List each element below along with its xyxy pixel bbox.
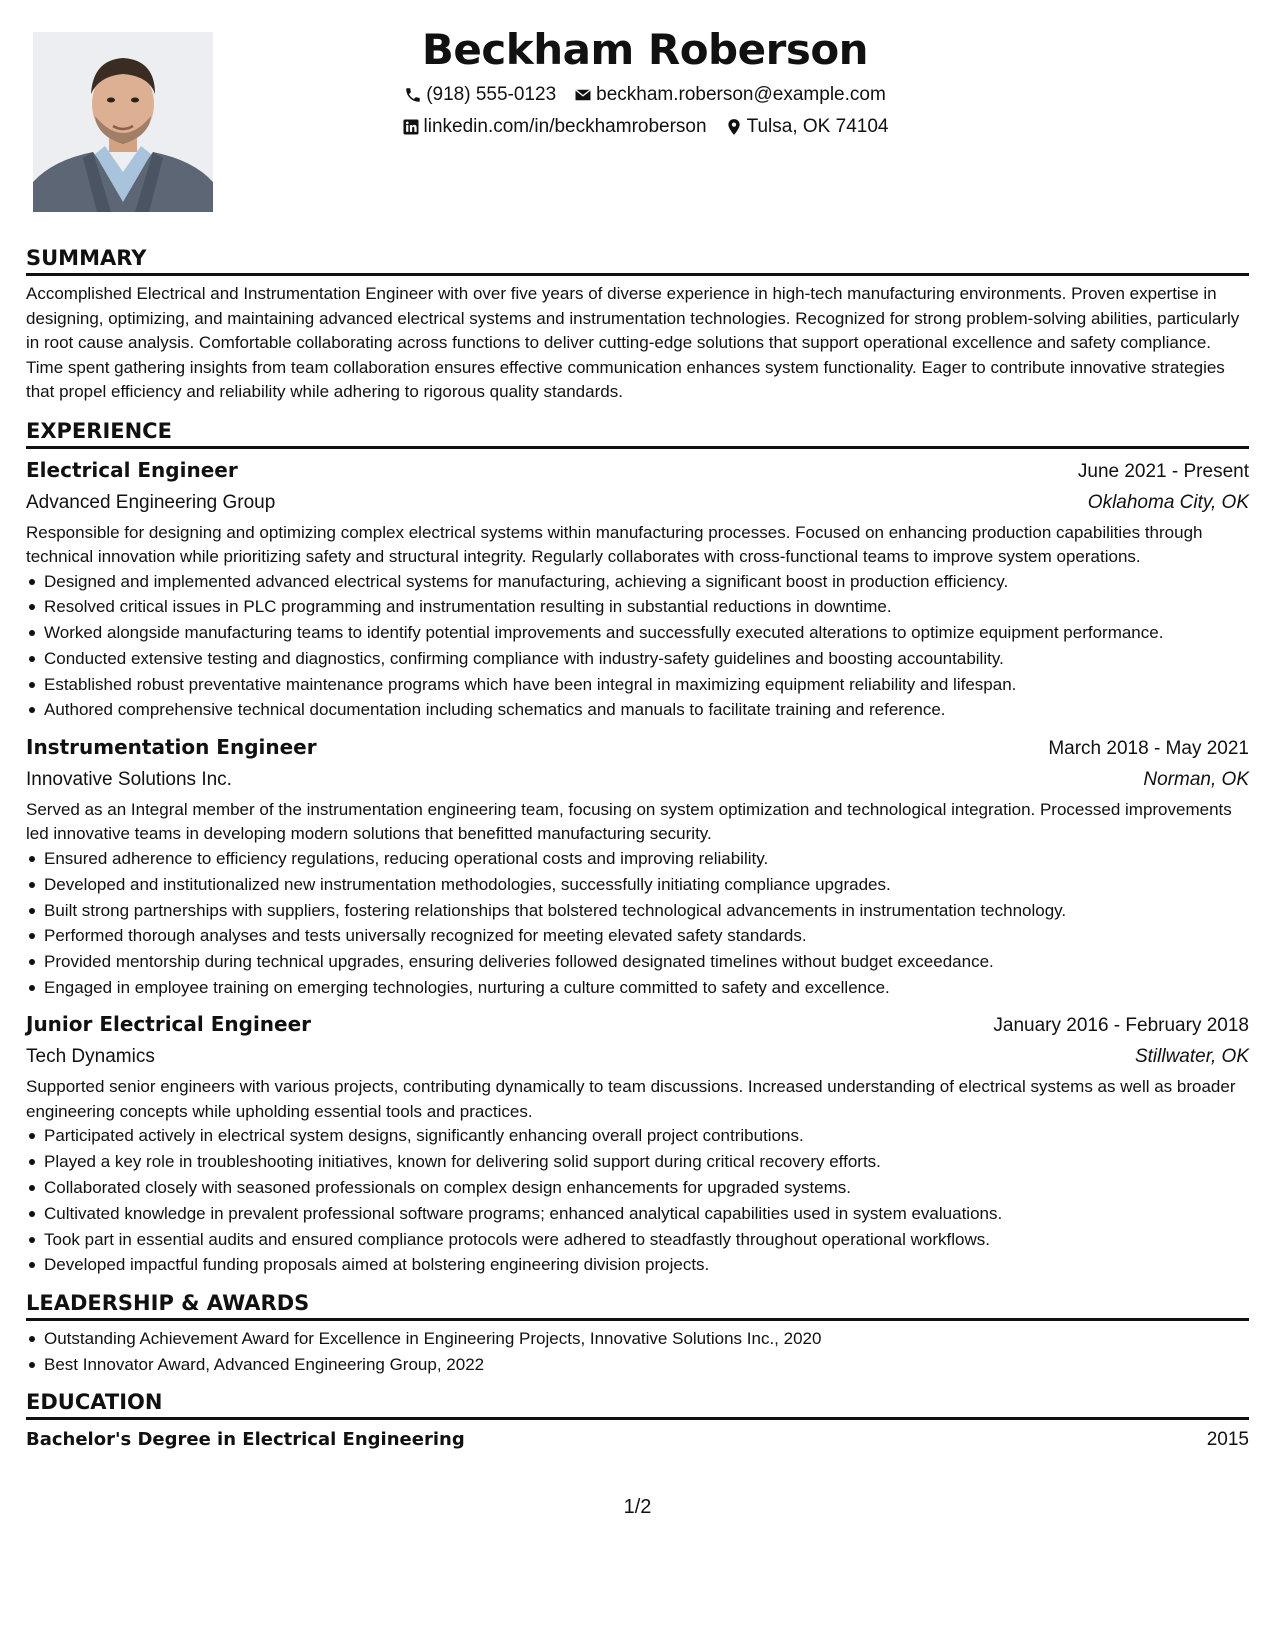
job-header [26, 732, 1249, 764]
job-header [26, 455, 1249, 487]
job-description: Responsible for designing and optimizing complex electrical systems within manufacturing processes. Focused on enhancing production capabilities through technical innovation while prioritizing safety and structural integrity. Regularly collaborates with cross-functional teams to improve system operations. [26, 522, 1203, 566]
education-entry [26, 1426, 1249, 1454]
list-item: Engaged in employee training on emerging technologies, nurturing a culture committed to safety and excellence. [26, 976, 1249, 1000]
email-contact[interactable] [574, 80, 886, 110]
email-text: beckham.roberson@example.com [596, 84, 886, 105]
education-year: 2015 [1206, 1429, 1249, 1451]
job-company: Tech Dynamics [26, 1046, 155, 1068]
job-title: Instrumentation Engineer [26, 734, 317, 759]
summary-heading: SUMMARY [26, 244, 1249, 276]
job-location: Norman, OK [1143, 768, 1249, 790]
job-bullets [26, 570, 1249, 722]
job-title: Junior Electrical Engineer [26, 1012, 312, 1037]
job-bullets [26, 847, 1249, 999]
list-item: Played a key role in troubleshooting initiatives, known for delivering solid support during critical recovery efforts. [26, 1150, 1249, 1174]
list-item: Best Innovator Award, Advanced Engineering Group, 2022 [26, 1353, 1249, 1377]
job-date: June 2021 - Present [1077, 460, 1249, 482]
linkedin-contact[interactable] [402, 112, 707, 142]
list-item: Performed thorough analyses and tests universally recognized for meeting elevated safety standards. [26, 924, 1249, 948]
job-bullets [26, 1124, 1249, 1276]
contact-line-primary [250, 80, 1040, 110]
summary-text: Accomplished Electrical and Instrumentation Engineer with over five years of diverse experience in high-tech manufacturing environments. Proven expertise in designing, optimizing, and maintaining advanced electrical systems and instrumentation technologies. Recognized for strong problem-solving abilities, particularly in root cause analysis. Comfortable collaborating across functions to deliver cutting-edge solutions that support operational excellence and safety compliance. Time spent gathering insights from team collaboration ensures effective communication enhances system functionality. Eager to contribute innovative strategies that propel efficiency and reliability while adhering to rigorous quality standards. [26, 284, 1240, 401]
job-company: Innovative Solutions Inc. [26, 768, 232, 790]
list-item: Built strong partnerships with suppliers, fostering relationships that bolstered technological advancements in instrumentation technology. [26, 899, 1249, 923]
job-subheader [26, 764, 1249, 795]
job-location: Stillwater, OK [1134, 1046, 1249, 1068]
job-location: Oklahoma City, OK [1087, 491, 1249, 513]
resume-content [26, 244, 1249, 1466]
job-entry [26, 455, 1249, 722]
awards-list [26, 1327, 1249, 1376]
linkedin-text: linkedin.com/in/beckhamroberson [423, 116, 707, 137]
education-heading: EDUCATION [26, 1388, 1249, 1420]
list-item: Worked alongside manufacturing teams to identify potential improvements and successfully executed alterations to optimize equipment performance. [26, 621, 1249, 645]
list-item: Outstanding Achievement Award for Excellence in Engineering Projects, Innovative Solutions Inc., 2020 [26, 1327, 1249, 1351]
list-item: Designed and implemented advanced electrical systems for manufacturing, achieving a significant boost in production efficiency. [26, 570, 1249, 594]
job-subheader [26, 1041, 1249, 1072]
list-item: Collaborated closely with seasoned professionals on complex design enhancements for upgraded systems. [26, 1176, 1249, 1200]
list-item: Authored comprehensive technical documentation including schematics and manuals to facilitate training and reference. [26, 698, 1249, 722]
candidate-name: Beckham Roberson [421, 25, 869, 74]
list-item: Took part in essential audits and ensured compliance protocols were adhered to steadfastly throughout operational workflows. [26, 1228, 1249, 1252]
job-date: January 2016 - February 2018 [993, 1015, 1249, 1037]
envelope-icon [574, 86, 592, 104]
job-entry [26, 732, 1249, 999]
phone-icon [404, 86, 422, 104]
linkedin-icon [402, 118, 420, 136]
phone-text: (918) 555-0123 [426, 84, 557, 105]
job-subheader [26, 487, 1249, 518]
contact-line-secondary [250, 112, 1040, 142]
list-item: Ensured adherence to efficiency regulations, reducing operational costs and improving reliability. [26, 847, 1249, 871]
awards-heading: LEADERSHIP & AWARDS [26, 1289, 1249, 1321]
experience-heading: EXPERIENCE [26, 417, 1249, 449]
list-item: Developed and institutionalized new instrumentation methodologies, successfully initiating compliance upgrades. [26, 873, 1249, 897]
location-contact [725, 112, 889, 142]
list-item: Developed impactful funding proposals aimed at bolstering engineering division projects. [26, 1253, 1249, 1277]
list-item: Resolved critical issues in PLC programming and instrumentation resulting in substantial reductions in downtime. [26, 595, 1249, 619]
job-header [26, 1009, 1249, 1041]
map-pin-icon [725, 118, 743, 136]
job-description: Served as an Integral member of the instrumentation engineering team, focusing on system optimization and technological integration. Processed improvements led innovative teams in developing modern solutions that benefitted manufacturing security. [26, 799, 1232, 844]
awards-section [26, 1289, 1249, 1376]
resume-header [250, 22, 1040, 142]
job-entry [26, 1009, 1249, 1276]
experience-section [26, 417, 1249, 1277]
summary-section [26, 244, 1249, 405]
list-item: Cultivated knowledge in prevalent professional software programs; enhanced analytical capabilities used in system evaluations. [26, 1202, 1249, 1226]
page-number: 1/2 [623, 1496, 652, 1518]
job-date: March 2018 - May 2021 [1048, 737, 1249, 759]
education-section [26, 1388, 1249, 1454]
list-item: Provided mentorship during technical upgrades, ensuring deliveries followed designated timelines without budget exceedance. [26, 950, 1249, 974]
phone-contact [404, 80, 556, 110]
job-description: Supported senior engineers with various projects, contributing dynamically to team discussions. Increased understanding of electrical systems as well as broader engineering concepts while upholding essential tools and practices. [26, 1077, 1236, 1121]
list-item: Participated actively in electrical system designs, significantly enhancing overall project contributions. [26, 1124, 1249, 1148]
list-item: Conducted extensive testing and diagnostics, confirming compliance with industry-safety guidelines and boosting accountability. [26, 647, 1249, 671]
job-title: Electrical Engineer [26, 457, 238, 482]
education-degree: Bachelor's Degree in Electrical Engineering [26, 1429, 465, 1451]
list-item: Established robust preventative maintenance programs which have been integral in maximizing equipment reliability and lifespan. [26, 673, 1249, 697]
job-company: Advanced Engineering Group [26, 491, 276, 513]
profile-photo [33, 32, 213, 212]
location-text: Tulsa, OK 74104 [746, 116, 889, 137]
